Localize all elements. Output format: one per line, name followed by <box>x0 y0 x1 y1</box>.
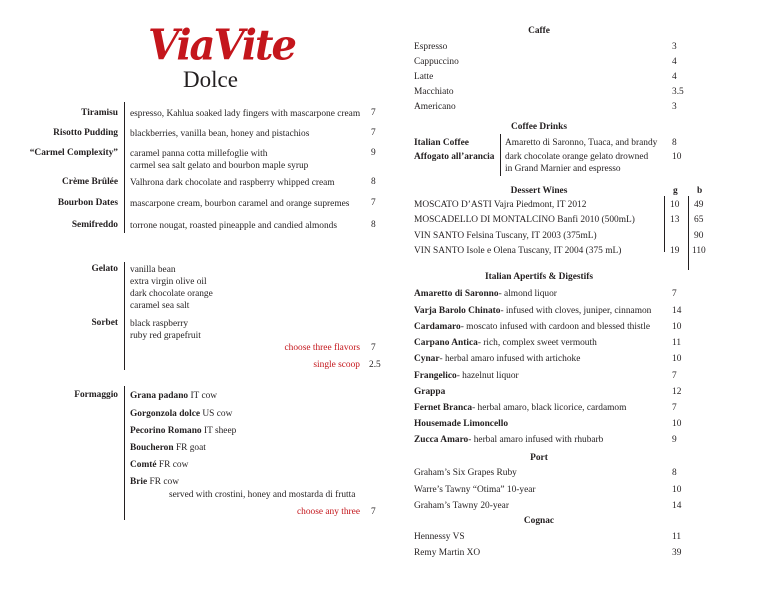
caffe-item: Latte <box>414 72 434 82</box>
caffe-price: 3 <box>672 42 677 52</box>
cheese-item <box>130 408 232 421</box>
coffee-drink-desc: in Grand Marnier and espresso <box>505 164 621 174</box>
aperitif-desc: - herbal amaro, black licorice, cardamom <box>472 403 627 413</box>
aperitif-name: Zucca Amaro <box>414 435 469 445</box>
logo: ViaVite <box>148 20 295 71</box>
wine-name: VIN SANTO Isole e Olena Tuscany, IT 2004 (375 mL) <box>414 246 622 256</box>
aperitif-price: 12 <box>672 387 682 397</box>
scoop-option-label: single scoop <box>313 360 360 370</box>
wine-glass-price: 10 <box>670 200 680 210</box>
wine-col-bottle: b <box>697 186 703 196</box>
aperitif-price: 10 <box>672 322 682 332</box>
wine-name: MOSCATO D’ASTI Vajra Piedmont, IT 2012 <box>414 200 587 210</box>
dessert-price: 9 <box>371 148 376 158</box>
cognac-item: Remy Martin XO <box>414 548 481 558</box>
aperitif-desc: - herbal amaro infused with artichoke <box>439 354 581 364</box>
sorbet-flavor: black raspberry <box>130 319 189 329</box>
cheese-origin: US cow <box>202 409 233 419</box>
cheese-origin: FR goat <box>175 443 206 453</box>
cheese-item <box>130 459 188 472</box>
dessert-desc: caramel panna cotta millefoglie with <box>130 149 268 159</box>
wine-bottle-price: 90 <box>694 231 704 241</box>
cheese-item <box>130 476 179 489</box>
coffee-drink-desc: dark chocolate orange gelato drowned <box>505 152 649 162</box>
caffe-item: Macchiato <box>414 87 454 97</box>
aperitif-item <box>414 306 651 316</box>
caffe-item: Cappuccino <box>414 57 459 67</box>
aperitif-name: Housemade Limoncello <box>414 419 509 429</box>
wine-glass-price: 13 <box>670 215 680 225</box>
dessert-name: “Carmel Complexity” <box>29 148 118 158</box>
gelato-flavor: vanilla bean <box>130 265 176 275</box>
dessert-price: 7 <box>371 128 376 138</box>
dessert-price: 8 <box>371 177 376 187</box>
divider-wine-glass <box>664 196 665 252</box>
caffe-item: Americano <box>414 102 456 112</box>
aperitif-price: 10 <box>672 419 682 429</box>
aperitif-name: Varja Barolo Chinato <box>414 306 501 316</box>
dessert-name: Crème Brûlée <box>62 177 118 187</box>
port-price: 8 <box>672 468 677 478</box>
dessert-desc: mascarpone cream, bourbon caramel and orange supremes <box>130 199 350 209</box>
dessert-desc: blackberries, vanilla bean, honey and pistachios <box>130 129 310 139</box>
cheese-origin: FR cow <box>158 460 189 470</box>
cognac-price: 11 <box>672 532 682 542</box>
caffe-title: Caffe <box>528 26 550 36</box>
aperitif-desc: - almond liquor <box>498 289 557 299</box>
formaggio-label: Formaggio <box>74 390 118 400</box>
caffe-item: Espresso <box>414 42 448 52</box>
coffee-drink-name: Italian Coffee <box>414 138 469 148</box>
coffee-drinks-title: Coffee Drinks <box>511 122 567 132</box>
aperitif-item <box>414 322 650 332</box>
gelato-flavor: extra virgin olive oil <box>130 277 207 287</box>
cheese-item <box>130 390 217 403</box>
formaggio-choose-price: 7 <box>371 507 376 517</box>
wine-bottle-price: 49 <box>694 200 704 210</box>
scoop-option-label: choose three flavors <box>284 343 360 353</box>
aperitif-name: Carpano Antica <box>414 338 478 348</box>
cognac-price: 39 <box>672 548 682 558</box>
dessert-name: Bourbon Dates <box>57 198 118 208</box>
aperitifs-title: Italian Apertifs & Digestifs <box>484 272 594 282</box>
aperitif-desc: - moscato infused with cardoon and blessed thistle <box>460 322 650 332</box>
aperitif-price: 7 <box>672 403 677 413</box>
aperitif-item <box>414 354 580 364</box>
aperitif-item <box>414 387 445 397</box>
aperitif-name: Cynar <box>414 354 440 364</box>
dessert-price: 8 <box>371 220 376 230</box>
divider-desserts <box>124 102 125 233</box>
cheese-name: Boucheron <box>130 443 174 453</box>
wine-name: MOSCADELLO DI MONTALCINO Banfi 2010 (500mL) <box>414 215 635 225</box>
coffee-drink-desc: Amaretto di Saronno, Tuaca, and brandy <box>505 138 658 148</box>
divider-gelato-sorbet <box>124 262 125 370</box>
formaggio-choose-label: choose any three <box>297 507 360 517</box>
aperitif-name: Grappa <box>414 387 446 397</box>
dessert-desc: Valhrona dark chocolate and raspberry whipped cream <box>130 178 335 188</box>
cheese-item <box>130 442 206 455</box>
port-price: 14 <box>672 501 682 511</box>
formaggio-served-note: served with crostini, honey and mostarda di frutta <box>169 490 356 500</box>
aperitif-desc: - infused with cloves, juniper, cinnamon <box>500 306 652 316</box>
gelato-flavor: caramel sea salt <box>130 301 190 311</box>
caffe-price: 4 <box>672 57 677 67</box>
wine-bottle-price: 65 <box>694 215 704 225</box>
aperitif-price: 11 <box>672 338 682 348</box>
cheese-origin: IT sheep <box>203 426 237 436</box>
sorbet-flavor: ruby red grapefruit <box>130 331 201 341</box>
port-title: Port <box>530 453 548 463</box>
dessert-name: Risotto Pudding <box>53 128 118 138</box>
cognac-title: Cognac <box>523 516 555 526</box>
aperitif-name: Frangelico <box>414 371 457 381</box>
coffee-drink-price: 10 <box>672 152 682 162</box>
caffe-price: 3 <box>672 102 677 112</box>
port-item: Graham’s Six Grapes Ruby <box>414 468 517 478</box>
divider-wine-bottle <box>688 196 689 270</box>
aperitif-item <box>414 419 508 429</box>
aperitif-name: Cardamaro <box>414 322 461 332</box>
scoop-option-price: 2.5 <box>369 360 381 370</box>
dessert-price: 7 <box>371 108 376 118</box>
wine-glass-price: 19 <box>670 246 680 256</box>
aperitif-price: 9 <box>672 435 677 445</box>
dessert-desc: torrone nougat, roasted pineapple and candied almonds <box>130 221 337 231</box>
dessert-name: Tiramisu <box>81 108 118 118</box>
aperitif-price: 14 <box>672 306 682 316</box>
aperitif-item <box>414 371 519 381</box>
dessert-name: Semifreddo <box>71 220 118 230</box>
aperitif-price: 7 <box>672 371 677 381</box>
cognac-item: Hennessy VS <box>414 532 465 542</box>
cheese-name: Pecorino Romano <box>130 426 202 436</box>
aperitif-item <box>414 338 597 348</box>
port-price: 10 <box>672 485 682 495</box>
aperitif-desc: - hazelnut liquor <box>456 371 519 381</box>
coffee-drink-price: 8 <box>672 138 677 148</box>
divider-formaggio <box>124 386 125 520</box>
gelato-flavor: dark chocolate orange <box>130 289 213 299</box>
cheese-name: Gorgonzola dolce <box>130 409 201 419</box>
aperitif-name: Amaretto di Saronno <box>414 289 499 299</box>
sorbet-label: Sorbet <box>91 318 118 328</box>
divider-coffee-drinks <box>500 134 501 176</box>
aperitif-item <box>414 403 626 413</box>
aperitif-desc: - herbal amaro infused with rhubarb <box>468 435 604 445</box>
cheese-origin: FR cow <box>149 477 179 487</box>
port-item: Warre’s Tawny “Otima” 10-year <box>414 485 536 495</box>
dessert-desc: espresso, Kahlua soaked lady fingers with mascarpone cream <box>130 109 361 119</box>
page-title: Dolce <box>183 67 238 92</box>
aperitif-price: 10 <box>672 354 682 364</box>
scoop-option-price: 7 <box>371 343 376 353</box>
cheese-name: Grana padano <box>130 391 189 401</box>
cheese-name: Comté <box>130 460 157 470</box>
coffee-drink-name: Affogato all’arancia <box>414 152 495 162</box>
aperitif-item <box>414 289 557 299</box>
wine-bottle-price: 110 <box>692 246 706 256</box>
cheese-name: Brie <box>130 477 148 487</box>
cheese-origin: IT cow <box>190 391 218 401</box>
dessert-price: 7 <box>371 198 376 208</box>
aperitif-item <box>414 435 603 445</box>
port-item: Graham’s Tawny 20-year <box>414 501 509 511</box>
cheese-item <box>130 425 236 438</box>
caffe-price: 3.5 <box>672 87 684 97</box>
aperitif-name: Fernet Branca <box>414 403 473 413</box>
dessert-desc: carmel sea salt gelato and bourbon maple syrup <box>130 161 309 171</box>
caffe-price: 4 <box>672 72 677 82</box>
aperitif-price: 7 <box>672 289 677 299</box>
gelato-label: Gelato <box>91 264 118 274</box>
dessert-wines-title: Dessert Wines <box>510 186 568 196</box>
wine-col-glass: g <box>673 186 678 196</box>
wine-name: VIN SANTO Felsina Tuscany, IT 2003 (375mL) <box>414 231 597 241</box>
aperitif-desc: - rich, complex sweet vermouth <box>477 338 597 348</box>
